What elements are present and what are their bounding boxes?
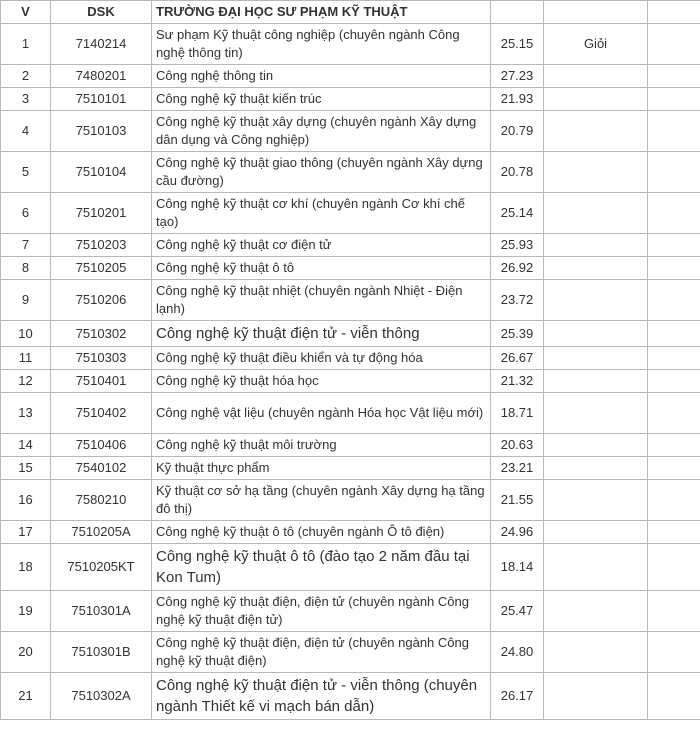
- major-name: Công nghệ kỹ thuật điện, điện tử (chuyên ngành Công nghệ kỹ thuật điện tử): [152, 591, 491, 632]
- note-cell: [544, 111, 648, 152]
- major-code: 7510201: [51, 193, 152, 234]
- major-code: 7580210: [51, 480, 152, 521]
- empty-cell: [648, 257, 700, 280]
- empty-cell: [648, 65, 700, 88]
- major-code: 7510302A: [51, 673, 152, 720]
- empty-cell: [648, 632, 700, 673]
- table-row: [1, 370, 700, 393]
- note-cell: [544, 393, 648, 434]
- row-index: 12: [1, 370, 51, 393]
- major-name: Công nghệ kỹ thuật ô tô (đào tạo 2 năm đầu tại Kon Tum): [152, 544, 491, 591]
- note-cell: [544, 434, 648, 457]
- table-row: [1, 521, 700, 544]
- row-index: 20: [1, 632, 51, 673]
- cutoff-score: 23.72: [491, 280, 544, 321]
- empty-cell: [648, 480, 700, 521]
- major-name: Công nghệ vật liệu (chuyên ngành Hóa học Vật liệu mới): [152, 393, 491, 434]
- header-v: V: [1, 1, 51, 24]
- cutoff-score: 26.67: [491, 347, 544, 370]
- major-name: Công nghệ kỹ thuật môi trường: [152, 434, 491, 457]
- note-cell: Giỏi: [544, 24, 648, 65]
- major-code: 7510203: [51, 234, 152, 257]
- row-index: 5: [1, 152, 51, 193]
- major-name: Công nghệ kỹ thuật ô tô (chuyên ngành Ô tô điện): [152, 521, 491, 544]
- cutoff-score: 24.80: [491, 632, 544, 673]
- header-score: [491, 1, 544, 24]
- note-cell: [544, 591, 648, 632]
- cutoff-score: 25.47: [491, 591, 544, 632]
- cutoff-score: 25.93: [491, 234, 544, 257]
- major-code: 7510401: [51, 370, 152, 393]
- table-row: [1, 347, 700, 370]
- empty-cell: [648, 521, 700, 544]
- major-code: 7480201: [51, 65, 152, 88]
- note-cell: [544, 88, 648, 111]
- major-code: 7510303: [51, 347, 152, 370]
- major-code: 7510301B: [51, 632, 152, 673]
- table-row: [1, 457, 700, 480]
- empty-cell: [648, 544, 700, 591]
- empty-cell: [648, 457, 700, 480]
- cutoff-score: 18.71: [491, 393, 544, 434]
- major-name: Công nghệ kỹ thuật điện, điện tử (chuyên ngành Công nghệ kỹ thuật điện): [152, 632, 491, 673]
- cutoff-score: 21.55: [491, 480, 544, 521]
- table-row: [1, 257, 700, 280]
- row-index: 21: [1, 673, 51, 720]
- cutoff-score: 20.78: [491, 152, 544, 193]
- note-cell: [544, 257, 648, 280]
- row-index: 15: [1, 457, 51, 480]
- major-name: Kỹ thuật thực phẩm: [152, 457, 491, 480]
- row-index: 9: [1, 280, 51, 321]
- note-cell: [544, 480, 648, 521]
- row-index: 4: [1, 111, 51, 152]
- major-name: Công nghệ kỹ thuật xây dựng (chuyên ngành Xây dựng dân dụng và Công nghiệp): [152, 111, 491, 152]
- empty-cell: [648, 193, 700, 234]
- table-row: [1, 544, 700, 591]
- header-extra: [648, 1, 700, 24]
- table-row: [1, 480, 700, 521]
- cutoff-score: 26.17: [491, 673, 544, 720]
- row-index: 8: [1, 257, 51, 280]
- major-name: Sư phạm Kỹ thuật công nghiệp (chuyên ngành Công nghệ thông tin): [152, 24, 491, 65]
- empty-cell: [648, 234, 700, 257]
- table-row: [1, 152, 700, 193]
- note-cell: [544, 321, 648, 347]
- row-index: 18: [1, 544, 51, 591]
- row-index: 6: [1, 193, 51, 234]
- note-cell: [544, 370, 648, 393]
- note-cell: [544, 152, 648, 193]
- major-name: Công nghệ kỹ thuật điện tử - viễn thông: [152, 321, 491, 347]
- major-name: Công nghệ thông tin: [152, 65, 491, 88]
- cutoff-score: 18.14: [491, 544, 544, 591]
- major-name: Công nghệ kỹ thuật giao thông (chuyên ngành Xây dựng cầu đường): [152, 152, 491, 193]
- note-cell: [544, 521, 648, 544]
- major-code: 7510301A: [51, 591, 152, 632]
- major-code: 7510103: [51, 111, 152, 152]
- cutoff-score: 21.93: [491, 88, 544, 111]
- header-note: [544, 1, 648, 24]
- major-code: 7510104: [51, 152, 152, 193]
- table-row: [1, 434, 700, 457]
- table-row: [1, 632, 700, 673]
- row-index: 7: [1, 234, 51, 257]
- cutoff-score: 20.79: [491, 111, 544, 152]
- major-code: 7510101: [51, 88, 152, 111]
- empty-cell: [648, 393, 700, 434]
- note-cell: [544, 234, 648, 257]
- cutoff-score: 26.92: [491, 257, 544, 280]
- note-cell: [544, 65, 648, 88]
- note-cell: [544, 193, 648, 234]
- table-row: [1, 393, 700, 434]
- empty-cell: [648, 111, 700, 152]
- empty-cell: [648, 280, 700, 321]
- major-name: Công nghệ kỹ thuật kiến trúc: [152, 88, 491, 111]
- major-code: 7510205A: [51, 521, 152, 544]
- cutoff-score: 21.32: [491, 370, 544, 393]
- empty-cell: [648, 434, 700, 457]
- table-row: [1, 111, 700, 152]
- table-row: [1, 65, 700, 88]
- row-index: 2: [1, 65, 51, 88]
- empty-cell: [648, 347, 700, 370]
- major-name: Công nghệ kỹ thuật ô tô: [152, 257, 491, 280]
- table-row: [1, 321, 700, 347]
- cutoff-score: 25.15: [491, 24, 544, 65]
- empty-cell: [648, 152, 700, 193]
- major-name: Công nghệ kỹ thuật hóa học: [152, 370, 491, 393]
- header-school: TRƯỜNG ĐẠI HỌC SƯ PHẠM KỸ THUẬT: [152, 1, 491, 24]
- empty-cell: [648, 370, 700, 393]
- major-name: Công nghệ kỹ thuật điện tử - viễn thông (chuyên ngành Thiết kế vi mạch bán dẫn): [152, 673, 491, 720]
- major-name: Công nghệ kỹ thuật cơ khí (chuyên ngành Cơ khí chế tạo): [152, 193, 491, 234]
- empty-cell: [648, 591, 700, 632]
- cutoff-score: 25.14: [491, 193, 544, 234]
- row-index: 1: [1, 24, 51, 65]
- table-row: [1, 673, 700, 720]
- row-index: 14: [1, 434, 51, 457]
- header-dsk: DSK: [51, 1, 152, 24]
- row-index: 17: [1, 521, 51, 544]
- row-index: 19: [1, 591, 51, 632]
- table-row: [1, 234, 700, 257]
- empty-cell: [648, 88, 700, 111]
- empty-cell: [648, 321, 700, 347]
- cutoff-score: 24.96: [491, 521, 544, 544]
- major-name: Công nghệ kỹ thuật nhiệt (chuyên ngành Nhiệt - Điện lạnh): [152, 280, 491, 321]
- note-cell: [544, 457, 648, 480]
- major-name: Công nghệ kỹ thuật cơ điện tử: [152, 234, 491, 257]
- table-row: [1, 193, 700, 234]
- header-row: [1, 1, 700, 24]
- major-code: 7510205: [51, 257, 152, 280]
- cutoff-score: 27.23: [491, 65, 544, 88]
- row-index: 10: [1, 321, 51, 347]
- row-index: 16: [1, 480, 51, 521]
- cutoff-score: 25.39: [491, 321, 544, 347]
- cutoff-score: 20.63: [491, 434, 544, 457]
- note-cell: [544, 544, 648, 591]
- note-cell: [544, 347, 648, 370]
- major-code: 7510205KT: [51, 544, 152, 591]
- table-row: [1, 24, 700, 65]
- note-cell: [544, 280, 648, 321]
- note-cell: [544, 632, 648, 673]
- major-code: 7140214: [51, 24, 152, 65]
- note-cell: [544, 673, 648, 720]
- major-code: 7510206: [51, 280, 152, 321]
- row-index: 11: [1, 347, 51, 370]
- table-row: [1, 88, 700, 111]
- major-name: Kỹ thuật cơ sở hạ tầng (chuyên ngành Xây dựng hạ tầng đô thị): [152, 480, 491, 521]
- major-code: 7510302: [51, 321, 152, 347]
- major-code: 7510406: [51, 434, 152, 457]
- major-name: Công nghệ kỹ thuật điều khiển và tự động hóa: [152, 347, 491, 370]
- empty-cell: [648, 673, 700, 720]
- cutoff-score: 23.21: [491, 457, 544, 480]
- row-index: 13: [1, 393, 51, 434]
- major-code: 7540102: [51, 457, 152, 480]
- table-row: [1, 591, 700, 632]
- table-row: [1, 280, 700, 321]
- major-code: 7510402: [51, 393, 152, 434]
- row-index: 3: [1, 88, 51, 111]
- empty-cell: [648, 24, 700, 65]
